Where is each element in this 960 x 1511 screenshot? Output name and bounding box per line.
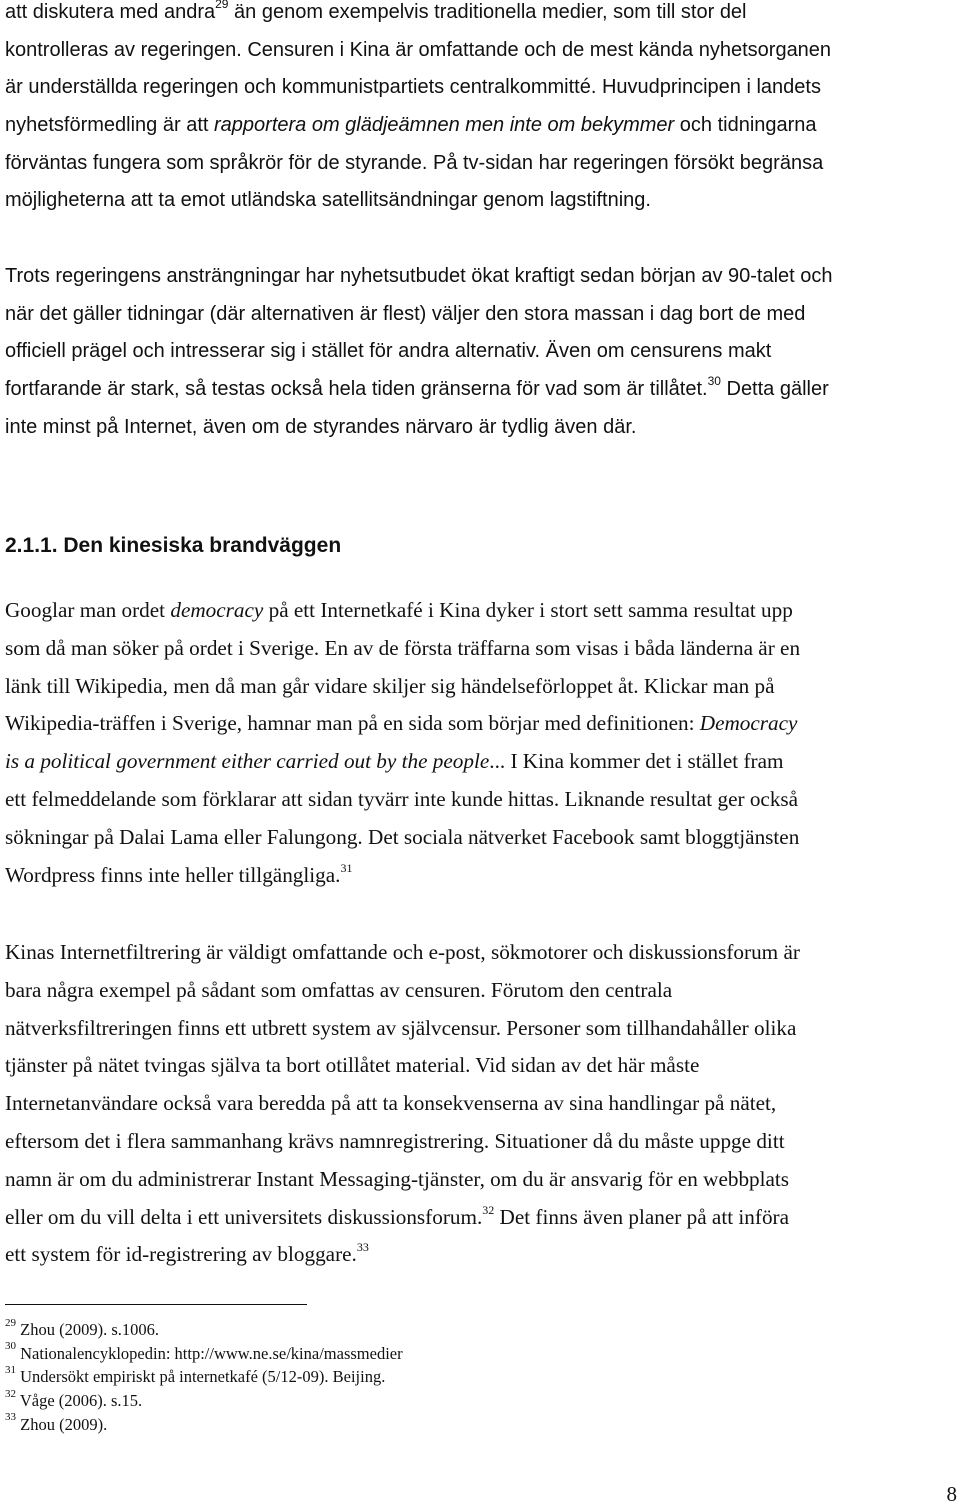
- footnote-number: 33: [5, 1411, 16, 1424]
- footnote-text: Nationalencyklopedin: http://www.ne.se/kina/massmedier: [20, 1343, 403, 1363]
- text-run: ett system för id-registrering av bloggare.: [5, 1242, 357, 1267]
- text-run: än genom exempelvis traditionella medier, som till stor del: [228, 1, 747, 23]
- text-run: ...: [489, 749, 506, 774]
- paragraph-media-control: [5, 0, 831, 220]
- text-line: ett felmeddelande som förklarar att sidan tyvärr inte kunde hittas. Liknande resultat ger också: [5, 786, 799, 811]
- text-run: Det finns även planer på att införa: [494, 1204, 789, 1229]
- paragraph-filtering: [5, 934, 800, 1274]
- footnote-text: Våge (2006). s.15.: [19, 1391, 143, 1411]
- emphasis-text: is a political government either carried out by the people: [5, 749, 490, 774]
- emphasis-text: Democracy: [699, 711, 798, 736]
- text-line: nätverksfiltreringen finns ett utbrett system av självcensur. Personer som tillhandahåller olika: [5, 1015, 797, 1040]
- text-line: länk till Wikipedia, men då man går vidare skiljer sig händelseförloppet åt. Klickar man på: [5, 673, 775, 698]
- text-run: på ett Internetkafé i Kina dyker i stort sett samma resultat upp: [263, 598, 793, 622]
- text-line: Kinas Internetfiltrering är väldigt omfattande och e-post, sökmotorer och diskussionsforum är: [5, 940, 800, 964]
- text-line: [5, 592, 800, 630]
- paragraph-firewall: [5, 592, 800, 894]
- text-line: inte minst på Internet, även om de styrandes närvaro är tydlig även där.: [5, 415, 637, 438]
- text-run: Detta gäller: [720, 378, 829, 401]
- text-line: är underställda regeringen och kommunistpartiets centralkommitté. Huvudprincipen i landets: [5, 76, 821, 99]
- footnote-number: 32: [5, 1387, 16, 1400]
- footnote-number: 30: [5, 1340, 16, 1353]
- footnote-number: 31: [5, 1363, 16, 1376]
- text-line: som då man söker på ordet i Sverige. En av de första träffarna som visas i båda länderna är en: [5, 635, 801, 660]
- text-line: tjänster på nätet tvingas själva ta bort otillåtet material. Vid sidan av det här måste: [5, 1053, 700, 1078]
- text-line: Internetanvändare också vara beredda på att ta konsekvenserna av sina handlingar på nätet,: [5, 1091, 777, 1116]
- footnote-text: Undersökt empiriskt på internetkafé (5/12-09). Beijing.: [20, 1367, 386, 1387]
- text-line: [5, 1199, 800, 1237]
- emphasis-text: rapportera om glädjeämnen men inte om bekymmer: [214, 114, 675, 137]
- text-line: Trots regeringens ansträngningar har nyhetsutbudet ökat kraftigt sedan början av 90-talet och: [5, 265, 833, 287]
- footnote-ref-29: 29: [215, 0, 229, 12]
- text-line: namn är om du administrerar Instant Messaging-tjänster, om du är ansvarig för en webbplats: [5, 1166, 790, 1191]
- footnote-text: Zhou (2009). s.1006.: [20, 1320, 159, 1339]
- text-line: [5, 743, 800, 781]
- text-line: möjligheterna att ta emot utländska satellitsändningar genom lagstiftning.: [5, 189, 651, 212]
- text-run: fortfarande är stark, så testas också hela tiden gränserna för vad som är tillåtet.: [5, 378, 708, 401]
- text-run: nyhetsförmedling är att: [5, 114, 214, 137]
- text-line: när det gäller tidningar (där alternativen är flest) väljer den stora massan i dag bort de med: [5, 302, 806, 325]
- text-run: eller om du vill delta i ett universitets diskussionsforum.: [5, 1204, 483, 1229]
- text-run: och tidningarna: [674, 114, 817, 137]
- footnote-item: [5, 1365, 403, 1389]
- text-run: I Kina kommer det i stället fram: [505, 749, 784, 774]
- text-run: Wikipedia-träffen i Sverige, hamnar man på en sida som börjar med definitionen:: [5, 711, 700, 736]
- text-run: att diskutera med andra: [5, 1, 216, 23]
- footnote-item: [5, 1389, 403, 1413]
- text-line: kontrolleras av regeringen. Censuren i Kina är omfattande och de mest kända nyhetsorganen: [5, 38, 832, 61]
- text-line: förväntas fungera som språkrör för de styrande. På tv-sidan har regeringen försökt begränsa: [5, 151, 824, 174]
- footnote-ref-32: 32: [482, 1202, 495, 1217]
- text-line: [5, 107, 831, 145]
- footnote-item: [5, 1413, 403, 1437]
- text-run: Wordpress finns inte heller tillgängliga.: [5, 862, 341, 887]
- text-line: [5, 371, 833, 409]
- footnote-number: 29: [5, 1316, 16, 1329]
- footnote-ref-30: 30: [707, 374, 721, 389]
- footnote-item: [5, 1342, 403, 1366]
- text-line: officiell prägel och intresserar sig i stället för andra alternativ. Även om censurens makt: [5, 340, 772, 363]
- text-line: bara några exempel på sådant som omfattas av censuren. Förutom den centrala: [5, 977, 673, 1002]
- text-line: [5, 1236, 800, 1274]
- footnote-text: Zhou (2009).: [20, 1414, 108, 1434]
- text-line: [5, 857, 800, 895]
- footnote-item: [5, 1318, 403, 1342]
- text-line: eftersom det i flera sammanhang krävs namnregistrering. Situationer då du måste uppge ditt: [5, 1128, 785, 1153]
- text-run: Googlar man ordet: [5, 598, 171, 622]
- text-line: [5, 0, 831, 32]
- text-line: sökningar på Dalai Lama eller Falungong. Det sociala nätverket Facebook samt bloggtjänsten: [5, 824, 800, 849]
- paragraph-news-supply: [5, 258, 833, 446]
- footnote-list: [5, 1318, 403, 1436]
- footnote-ref-31: 31: [340, 860, 353, 875]
- page-number: 8: [946, 1482, 957, 1506]
- section-heading: 2.1.1. Den kinesiska brandväggen: [5, 534, 342, 557]
- emphasis-text: democracy: [170, 598, 264, 622]
- text-line: [5, 705, 800, 743]
- footnote-ref-33: 33: [356, 1240, 369, 1255]
- footnote-divider: [5, 1304, 307, 1305]
